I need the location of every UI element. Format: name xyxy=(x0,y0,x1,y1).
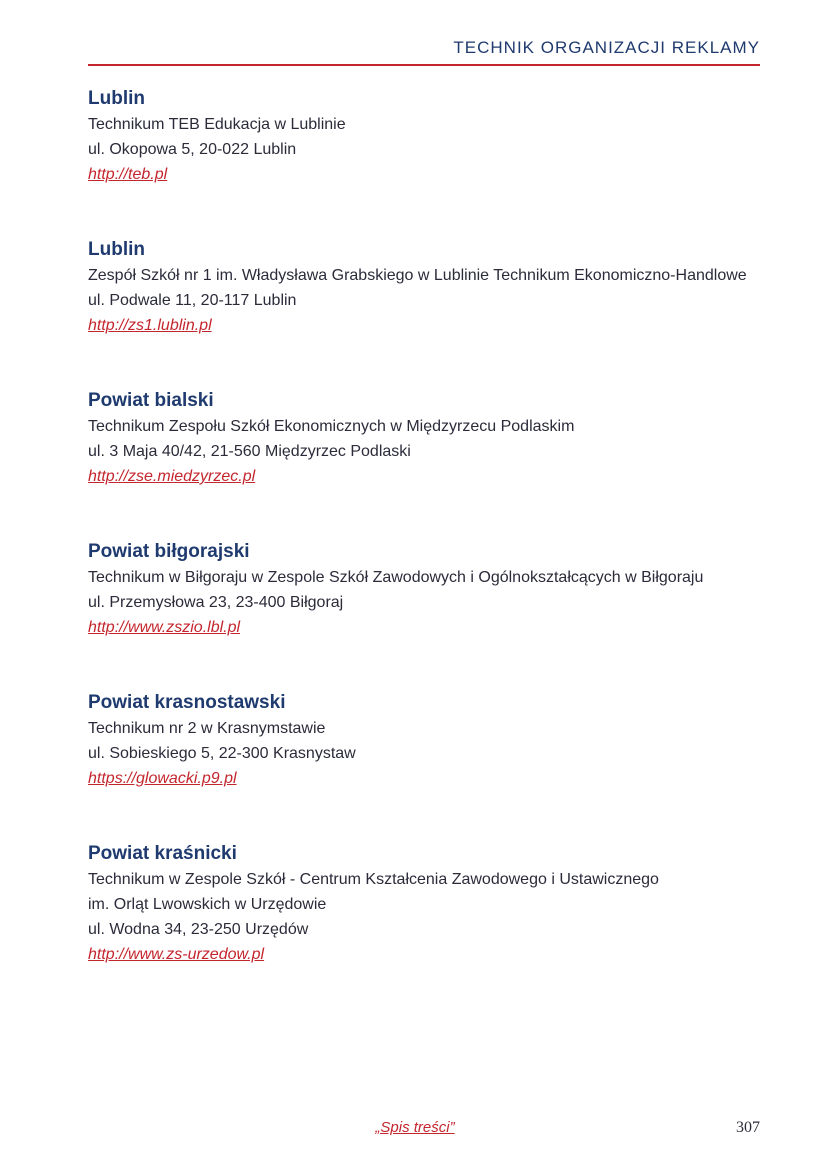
entry-website-link[interactable]: http://teb.pl xyxy=(88,166,168,183)
entry-website-link[interactable]: http://www.zs-urzedow.pl xyxy=(88,946,265,963)
page-number: 307 xyxy=(736,1119,760,1136)
entry-school-name: Technikum nr 2 w Krasnymstawie xyxy=(88,720,326,737)
running-header: TECHNIK ORGANIZACJI REKLAMY xyxy=(453,38,760,57)
entry-region: Powiat biłgorajski xyxy=(88,541,250,562)
entry-address: ul. Okopowa 5, 20-022 Lublin xyxy=(88,141,297,158)
entry-school-name: Technikum Zespołu Szkół Ekonomicznych w Międzyrzecu Podlaskim xyxy=(88,418,575,435)
entry-region: Lublin xyxy=(88,239,145,260)
entry-school-name: Technikum w Zespole Szkół - Centrum Kształcenia Zawodowego i Ustawicznego xyxy=(88,871,659,888)
entry-region: Powiat kraśnicki xyxy=(88,843,237,864)
entry-website-link[interactable]: http://zs1.lublin.pl xyxy=(88,317,212,334)
school-entry xyxy=(88,237,768,338)
entry-school-name: Zespół Szkół nr 1 im. Władysława Grabskiego w Lublinie Technikum Ekonomiczno-Handlowe xyxy=(88,267,747,284)
entry-school-name: Technikum TEB Edukacja w Lublinie xyxy=(88,116,346,133)
entry-school-patron: im. Orląt Lwowskich w Urzędowie xyxy=(88,896,327,913)
entry-address: ul. Podwale 11, 20-117 Lublin xyxy=(88,292,297,309)
entry-address: ul. 3 Maja 40/42, 21-560 Międzyrzec Podlaski xyxy=(88,443,411,460)
table-of-contents-link[interactable]: „Spis treści” xyxy=(375,1119,455,1136)
entry-region: Powiat bialski xyxy=(88,390,214,411)
school-list xyxy=(88,86,768,1017)
school-entry xyxy=(88,388,768,489)
school-entry xyxy=(88,841,768,967)
entry-school-name: Technikum w Biłgoraju w Zespole Szkół Zawodowych i Ogólnokształcących w Biłgoraju xyxy=(88,569,704,586)
school-entry xyxy=(88,86,768,187)
entry-address: ul. Przemysłowa 23, 23-400 Biłgoraj xyxy=(88,594,344,611)
entry-region: Powiat krasnostawski xyxy=(88,692,286,713)
entry-website-link[interactable]: http://zse.miedzyrzec.pl xyxy=(88,468,256,485)
entry-address: ul. Wodna 34, 23-250 Urzędów xyxy=(88,921,309,938)
entry-website-link[interactable]: https://glowacki.p9.pl xyxy=(88,770,237,787)
school-entry xyxy=(88,539,768,640)
school-entry xyxy=(88,690,768,791)
entry-region: Lublin xyxy=(88,88,145,109)
entry-address: ul. Sobieskiego 5, 22-300 Krasnystaw xyxy=(88,745,356,762)
entry-website-link[interactable]: http://www.zszio.lbl.pl xyxy=(88,619,241,636)
header-divider xyxy=(88,64,760,66)
